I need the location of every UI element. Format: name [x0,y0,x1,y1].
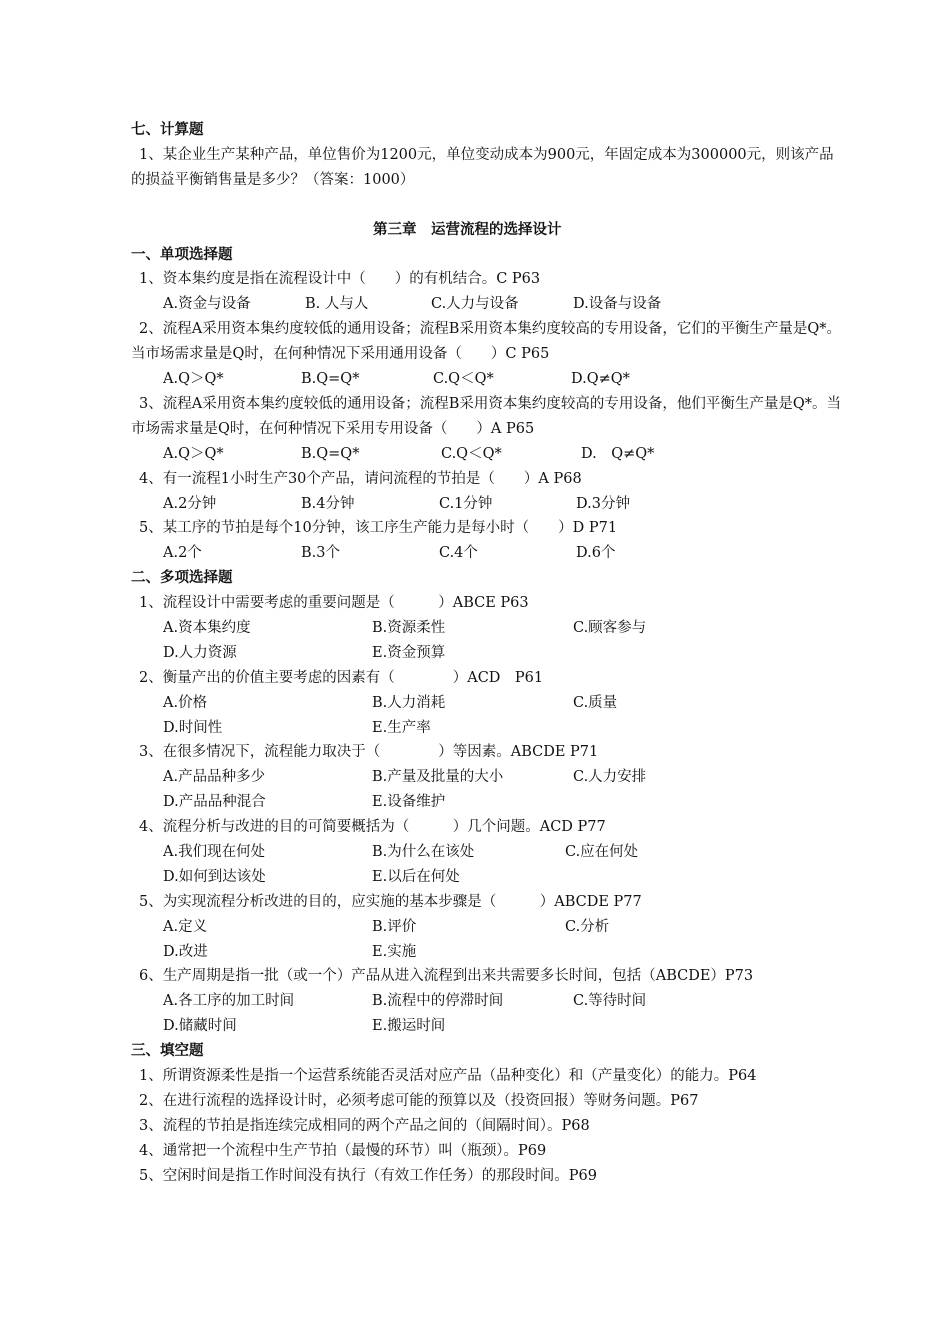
multi-question-3: 3、在很多情况下，流程能力取决于（ ）等因素。ABCDE P71 [139,744,599,761]
fill-item-1: 1、所谓资源柔性是指一个运营系统能否灵活对应产品（品种变化）和（产量变化）的能力。P64 [139,1068,757,1085]
fill-item-3: 3、流程的节拍是指连续完成相同的两个产品之间的（间隔时间）。P68 [139,1117,590,1134]
option-d: D.产品品种混合 [163,794,266,811]
fill-item-2: 2、在进行流程的选择设计时，必须考虑可能的预算以及（投资回报）等财务问题。P67 [139,1092,699,1109]
option-b: B.人力消耗 [372,694,446,711]
option-a: A.价格 [163,694,208,711]
multi-question-5: 5、为实现流程分析改进的目的，应实施的基本步骤是（ ）ABCDE P77 [139,893,642,910]
section-title-single-choice: 一、单项选择题 [131,246,233,263]
single-question-2: 2、流程A采用资本集约度较低的通用设备；流程B采用资本集约度较高的专用设备，它们的平衡生产量是Q*。当市场需求量是Q时，在何种情况下采用通用设备（ ）C P65 [131,321,841,363]
fill-item-5: 5、空闲时间是指工作时间没有执行（有效工作任务）的那段时间。P69 [139,1167,597,1184]
multi-question-6: 6、生产周期是指一批（或一个）产品从进入流程到出来共需要多长时间，包括（ABCDE）P73 [139,968,754,985]
option-d: D.储藏时间 [163,1018,237,1035]
option-e: E.生产率 [372,719,431,736]
option-a: A.定义 [163,918,208,935]
option-a: A.Q＞Q* [163,445,224,462]
option-a: A.Q＞Q* [163,371,224,388]
multi-options-4-row1 [0,840,950,865]
option-b: B.为什么在该处 [372,844,475,861]
calc-question-1: 1、某企业生产某种产品，单位售价为1200元，单位变动成本为900元，年固定成本为300000元，则该产品的损益平衡销售量是多少？（答案：1000） [131,146,834,188]
option-d: D.3分钟 [576,495,630,512]
option-a: A.资本集约度 [163,620,251,637]
multi-options-6-row2 [0,1014,950,1039]
single-question-5: 5、某工序的节拍是每个10分钟，该工序生产能力是每小时（ ）D P71 [139,520,618,537]
single-options-4 [0,492,950,517]
multi-options-6-row1 [0,989,950,1014]
single-options-5 [0,541,950,566]
multi-question-1: 1、流程设计中需要考虑的重要问题是（ ）ABCE P63 [139,595,529,612]
multi-options-5-row1 [0,915,950,940]
option-c: C.1分钟 [439,495,493,512]
option-e: E.以后在何处 [372,868,460,885]
option-c: C.质量 [573,694,618,711]
option-d: D.设备与设备 [573,296,662,313]
option-b: B.评价 [372,918,417,935]
section-title-fill-blank: 三、填空题 [131,1043,204,1060]
option-d: D.人力资源 [163,644,237,661]
option-e: E.资金预算 [372,644,446,661]
option-e: E.搬运时间 [372,1018,446,1035]
single-options-3 [0,442,950,467]
multi-options-5-row2 [0,940,950,965]
page-content [0,118,950,1189]
option-c: C.人力安排 [573,769,647,786]
spacer [0,193,950,218]
option-c: C.4个 [439,545,478,562]
option-a: A.资金与设备 [163,296,251,313]
multi-options-3-row2 [0,790,950,815]
section-title-calc: 七、计算题 [131,122,204,138]
multi-options-4-row2 [0,865,950,890]
option-d: D.改进 [163,943,208,960]
option-c: C.Q＜Q* [441,445,502,462]
multi-options-3-row1 [0,765,950,790]
multi-options-2-row1 [0,691,950,716]
option-d: D.时间性 [163,719,223,736]
option-a: A.我们现在何处 [163,844,266,861]
single-question-4: 4、有一流程1小时生产30个产品，请问流程的节拍是（ ）A P68 [139,470,582,487]
option-c: C.分析 [565,918,610,935]
option-b: B.3个 [301,545,340,562]
option-b: B.4分钟 [301,495,355,512]
option-d: D.Q≠Q* [571,371,630,388]
option-c: C.应在何处 [565,844,639,861]
multi-options-1-row1 [0,616,950,641]
option-e: E.设备维护 [372,794,446,811]
option-a: A.产品品种多少 [163,769,266,786]
option-b: B.Q=Q* [301,445,360,462]
single-options-2 [0,367,950,392]
multi-question-2: 2、衡量产出的价值主要考虑的因素有（ ）ACD P61 [139,669,544,686]
option-c: C.人力与设备 [431,296,519,313]
multi-options-1-row2 [0,641,950,666]
option-b: B. 人与人 [305,296,369,313]
option-d: D.如何到达该处 [163,868,266,885]
option-d: D.6个 [576,545,616,562]
chapter-title: 第三章 运营流程的选择设计 [373,221,562,238]
fill-item-4: 4、通常把一个流程中生产节拍（最慢的环节）叫（瓶颈）。P69 [139,1142,547,1159]
multi-options-2-row2 [0,716,950,741]
section-title-multi-choice: 二、多项选择题 [131,570,233,587]
option-c: C.Q＜Q* [433,371,494,388]
single-question-1: 1、资本集约度是指在流程设计中（ ）的有机结合。C P63 [139,271,541,288]
option-c: C.顾客参与 [573,620,647,637]
option-b: B.产量及批量的大小 [372,769,504,786]
single-options-1 [0,292,950,317]
option-b: B.流程中的停滞时间 [372,993,504,1010]
option-a: A.2分钟 [163,495,217,512]
option-e: E.实施 [372,943,417,960]
option-a: A.2个 [163,545,202,562]
single-question-3: 3、流程A采用资本集约度较低的通用设备；流程B采用资本集约度较高的专用设备，他们平衡生产量是Q*。当市场需求量是Q时，在何种情况下采用专用设备（ ）A P65 [131,395,841,437]
option-a: A.各工序的加工时间 [163,993,295,1010]
multi-question-4: 4、流程分析与改进的目的可简要概括为（ ）几个问题。ACD P77 [139,819,606,836]
option-d: D. Q≠Q* [581,445,655,462]
option-b: B.资源柔性 [372,620,446,637]
option-b: B.Q=Q* [301,371,360,388]
option-c: C.等待时间 [573,993,647,1010]
